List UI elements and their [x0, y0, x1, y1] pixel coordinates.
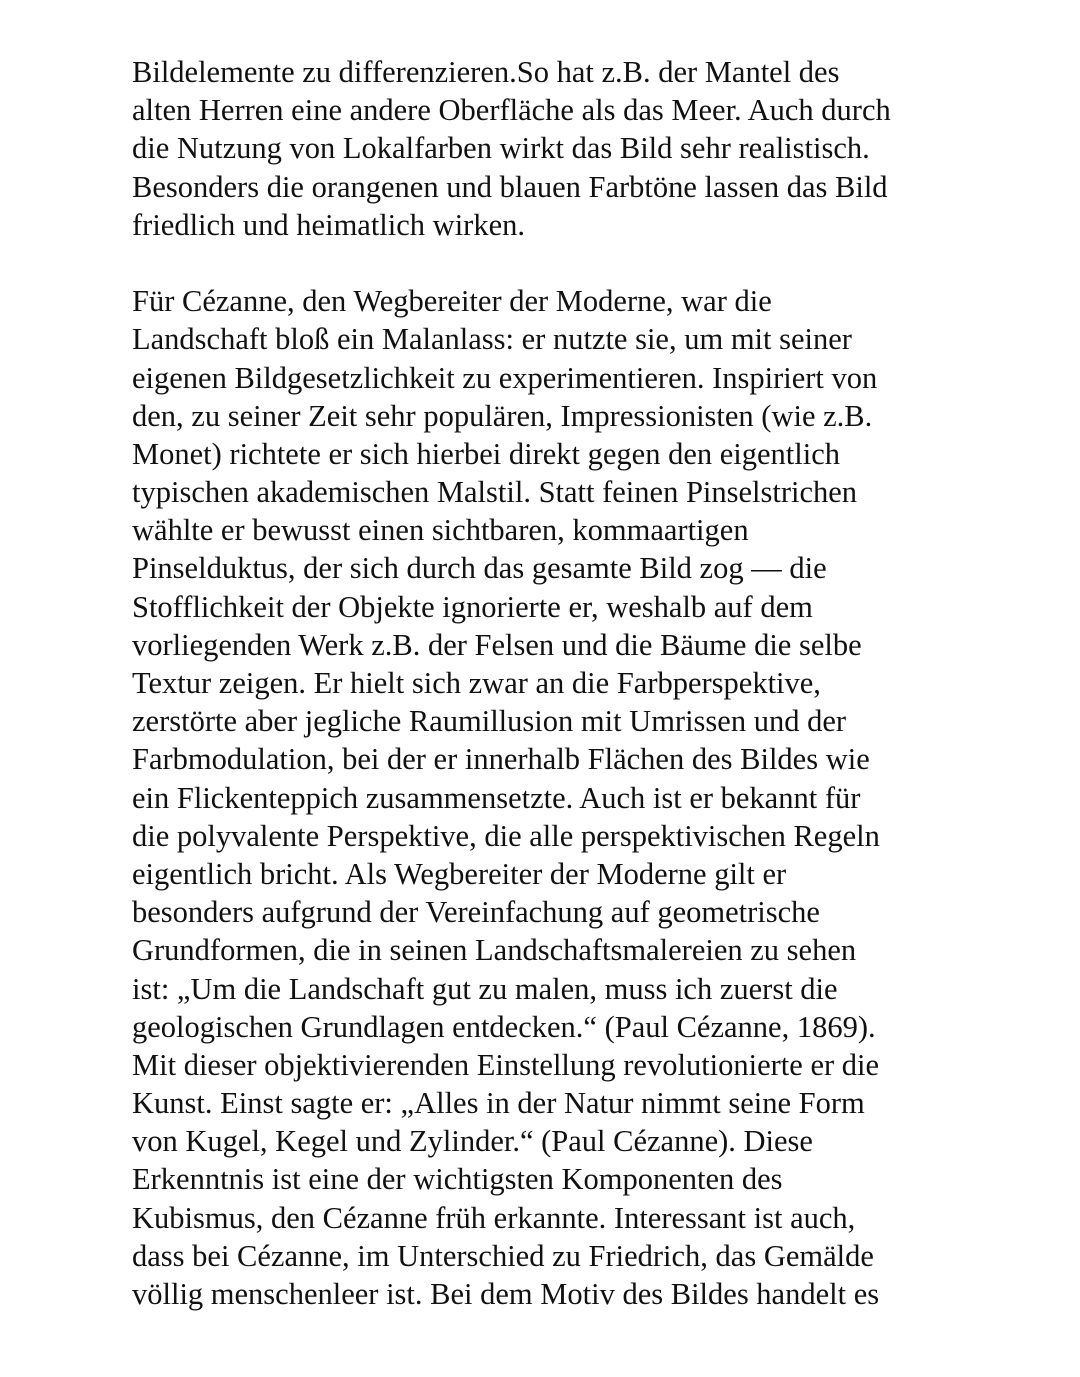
text-line: Besonders die orangenen und blauen Farbtöne lassen das Bild — [132, 169, 888, 204]
text-line: Bildelemente zu differenzieren.So hat z.B. der Mantel des — [132, 55, 840, 89]
text-line: Stofflichkeit der Objekte ignorierte er, weshalb auf dem — [132, 589, 813, 624]
document-page — [132, 53, 1032, 1313]
text-line: völlig menschenleer ist. Bei dem Motiv des Bildes handelt es — [132, 1277, 880, 1311]
text-line: den, zu seiner Zeit sehr populären, Impressionisten (wie z.B. — [132, 398, 873, 433]
text-line: Farbmodulation, bei der er innerhalb Flächen des Bildes wie — [132, 742, 870, 777]
text-line: Monet) richtete er sich hierbei direkt gegen den eigentlich — [132, 436, 840, 471]
text-line: Grundformen, die in seinen Landschaftsmalereien zu sehen — [132, 933, 857, 968]
text-line: Kubismus, den Cézanne früh erkannte. Interessant ist auch, — [132, 1200, 856, 1235]
text-line: eigenen Bildgesetzlichkeit zu experimentieren. Inspiriert von — [132, 360, 878, 395]
text-line: typischen akademischen Malstil. Statt feinen Pinselstrichen — [132, 475, 858, 510]
text-line: Für Cézanne, den Wegbereiter der Moderne, war die — [132, 284, 772, 319]
text-line: besonders aufgrund der Vereinfachung auf geometrische — [132, 895, 820, 930]
text-line: alten Herren eine andere Oberfläche als das Meer. Auch durch — [132, 93, 891, 128]
text-line: wählte er bewusst einen sichtbaren, kommaartigen — [132, 513, 749, 548]
text-line: von Kugel, Kegel und Zylinder.“ (Paul Cézanne). Diese — [132, 1124, 813, 1159]
text-line: zerstörte aber jegliche Raumillusion mit Umrissen und der — [132, 704, 847, 739]
paragraph-2 — [132, 282, 1032, 1313]
text-line: Erkenntnis ist eine der wichtigsten Komponenten des — [132, 1162, 783, 1197]
text-line: Landschaft bloß ein Malanlass: er nutzte sie, um mit seiner — [132, 322, 852, 357]
text-line: ein Flickenteppich zusammensetzte. Auch ist er bekannt für — [132, 780, 861, 815]
text-line: ist: „Um die Landschaft gut zu malen, muss ich zuerst die — [132, 971, 838, 1006]
text-line: vorliegenden Werk z.B. der Felsen und die Bäume die selbe — [132, 627, 862, 662]
text-line: die polyvalente Perspektive, die alle perspektivischen Regeln — [132, 818, 880, 853]
paragraph-1 — [132, 53, 1032, 244]
text-line: dass bei Cézanne, im Unterschied zu Friedrich, das Gemälde — [132, 1238, 874, 1273]
text-line: Mit dieser objektivierenden Einstellung revolutionierte er die — [132, 1047, 880, 1082]
text-line: eigentlich bricht. Als Wegbereiter der Moderne gilt er — [132, 856, 787, 891]
text-line: die Nutzung von Lokalfarben wirkt das Bild sehr realistisch. — [132, 131, 870, 166]
text-line: friedlich und heimatlich wirken. — [132, 207, 525, 242]
text-line: Kunst. Einst sagte er: „Alles in der Natur nimmt seine Form — [132, 1086, 865, 1121]
text-line: geologischen Grundlagen entdecken.“ (Paul Cézanne, 1869). — [132, 1009, 876, 1044]
text-line: Pinselduktus, der sich durch das gesamte Bild zog — die — [132, 551, 827, 586]
text-line: Textur zeigen. Er hielt sich zwar an die Farbperspektive, — [132, 666, 821, 700]
paragraph-spacer — [132, 244, 1032, 282]
